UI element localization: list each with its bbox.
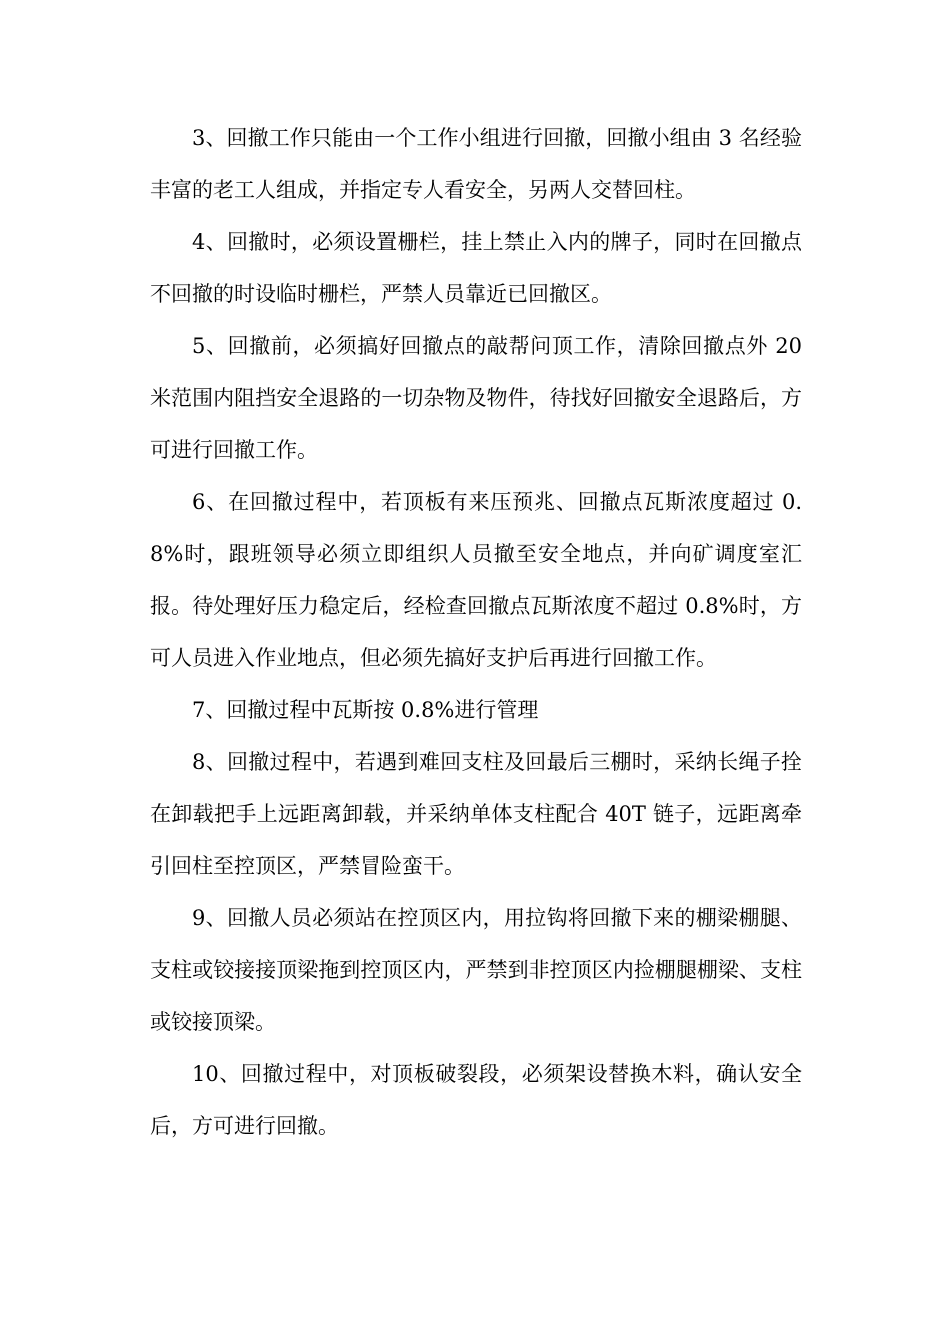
paragraph-item-5: 5、回撤前，必须搞好回撤点的敲帮问顶工作，清除回撤点外 20 米范围内阻挡安全退路的一切杂物及物件，待找好回撤安全退路后，方可进行回撤工作。: [150, 334, 802, 462]
paragraph-item-10: 10、回撤过程中，对顶板破裂段，必须架设替换木料，确认安全后，方可进行回撤。: [150, 1062, 802, 1138]
paragraph-item-8: 8、回撤过程中，若遇到难回支柱及回最后三棚时，采纳长绳子拴在卸载把手上远距离卸载，并采纳单体支柱配合 40T 链子，远距离牵引回柱至控顶区，严禁冒险蛮干。: [150, 750, 802, 878]
paragraph-item-9: 9、回撤人员必须站在控顶区内，用拉钩将回撤下来的棚梁棚腿、支柱或铰接接顶梁拖到控顶区内，严禁到非控顶区内捡棚腿棚梁、支柱或铰接顶梁。: [150, 906, 802, 1034]
paragraph-item-4: 4、回撤时，必须设置栅栏，挂上禁止入内的牌子，同时在回撤点不回撤的时设临时栅栏，严禁人员靠近已回撤区。: [150, 230, 802, 306]
paragraph-item-7: 7、回撤过程中瓦斯按 0.8%进行管理: [192, 698, 539, 722]
document-page: [150, 112, 802, 1152]
paragraph-item-6: 6、在回撤过程中，若顶板有来压预兆、回撤点瓦斯浓度超过 0.8%时，跟班领导必须立即组织人员撤至安全地点，并向矿调度室汇报。待处理好压力稳定后，经检查回撤点瓦斯浓度不超过 0.8%时，方可人员进入作业地点，但必须先搞好支护后再进行回撤工作。: [150, 490, 802, 670]
paragraph-item-3: 3、回撤工作只能由一个工作小组进行回撤，回撤小组由 3 名经验丰富的老工人组成，并指定专人看安全，另两人交替回柱。: [150, 126, 802, 202]
